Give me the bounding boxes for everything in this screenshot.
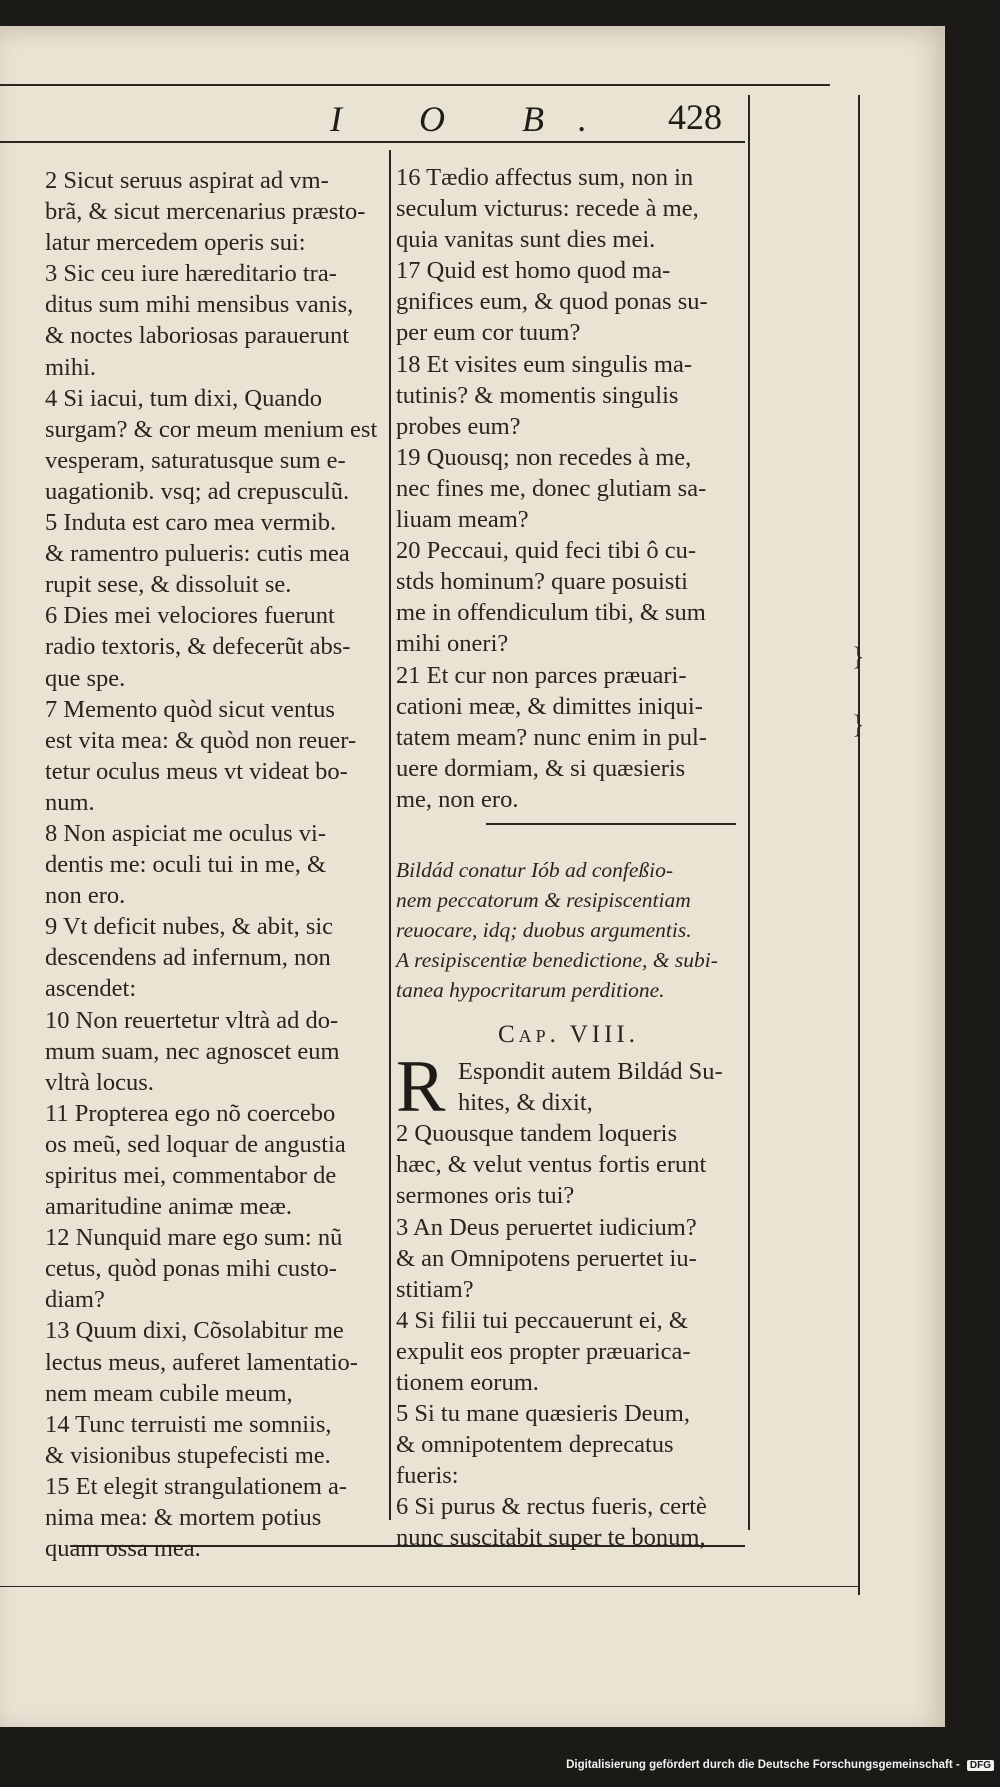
text-line: radio textoris, & defecerũt abs- bbox=[45, 633, 351, 661]
credit-text: Digitalisierung gefördert durch die Deutsche Forschungsgemeinschaft - bbox=[566, 1759, 960, 1771]
text-line: diam? bbox=[45, 1286, 105, 1314]
text-line: expulit eos propter præuarica- bbox=[396, 1337, 691, 1365]
text-line: 6 Si purus & rectus fueris, certè bbox=[396, 1493, 707, 1521]
text-line: num. bbox=[45, 788, 95, 816]
text-line: dentis me: oculi tui in me, & bbox=[45, 851, 327, 879]
text-line: & visionibus stupefecisti me. bbox=[45, 1441, 331, 1469]
text-line: 9 Vt deficit nubes, & abit, sic bbox=[45, 913, 334, 941]
text-line: me in offendiculum tibi, & sum bbox=[396, 599, 706, 627]
text-line: rupit sese, & dissoluit se. bbox=[45, 571, 292, 599]
chapter-heading: Cap. VIII. bbox=[497, 1020, 639, 1048]
text-line: cationi meæ, & dimittes iniqui- bbox=[396, 692, 703, 720]
text-line: ditus sum mihi mensibus vanis, bbox=[45, 291, 354, 319]
text-line: 13 Quum dixi, Cõsolabitur me bbox=[45, 1317, 344, 1345]
text-line: probes eum? bbox=[396, 412, 521, 440]
text-line: 3 An Deus peruertet iudicium? bbox=[396, 1213, 697, 1241]
column-divider bbox=[389, 150, 391, 1520]
text-line: & an Omnipotens peruertet iu- bbox=[396, 1244, 697, 1272]
summary-line: Bildád conatur Iób ad confeßio- bbox=[396, 857, 674, 882]
outer-right-rule bbox=[858, 95, 860, 1595]
text-line: amaritudine animæ meæ. bbox=[45, 1193, 292, 1221]
text-line: 3 Sic ceu iure hæreditario tra- bbox=[45, 260, 337, 288]
text-line: spiritus mei, commentabor de bbox=[45, 1162, 337, 1189]
text-line: 21 Et cur non parces præuari- bbox=[396, 661, 687, 689]
text-line: 10 Non reuertetur vltrà ad do- bbox=[45, 1006, 339, 1034]
text-line: quam ossa mea. bbox=[45, 1535, 201, 1563]
text-line: quia vanitas sunt dies mei. bbox=[396, 226, 656, 254]
text-line: 8 Non aspiciat me oculus vi- bbox=[45, 819, 327, 847]
digitization-credit bbox=[566, 1759, 994, 1771]
summary-line: reuocare, idq; duobus argumentis. bbox=[396, 917, 692, 942]
text-line: nem meam cubile meum, bbox=[45, 1379, 293, 1407]
text-line: stds hominum? quare posuisti bbox=[396, 568, 688, 596]
text-line: lectus meus, auferet lamentatio- bbox=[45, 1348, 358, 1376]
left-column bbox=[45, 165, 385, 1564]
margin-mark: } bbox=[852, 710, 865, 739]
text-line: 19 Quousq; non recedes à me, bbox=[396, 443, 692, 471]
right-border-rule bbox=[748, 95, 750, 1530]
text-line: surgam? & cor meum menium est bbox=[45, 415, 378, 443]
text-line: uagationib. vsq; ad crepusculũ. bbox=[45, 477, 350, 505]
text-line: tetur oculus meus vt videat bo- bbox=[45, 757, 348, 785]
text-line: gnifices eum, & quod ponas su- bbox=[396, 288, 708, 316]
text-line: nunc suscitabit super te bonum, bbox=[396, 1524, 706, 1552]
text-line: me, non ero. bbox=[396, 785, 519, 813]
text-line: 14 Tunc terruisti me somniis, bbox=[45, 1410, 332, 1438]
text-line: nima mea: & mortem potius bbox=[45, 1504, 322, 1532]
text-line: 18 Et visites eum singulis ma- bbox=[396, 350, 693, 378]
text-line: 5 Induta est caro mea vermib. bbox=[45, 509, 337, 537]
text-line: liuam meam? bbox=[396, 506, 529, 534]
text-line: 4 Si iacui, tum dixi, Quando bbox=[45, 384, 322, 412]
text-line: est vita mea: & quòd non reuer- bbox=[45, 726, 357, 754]
text-line: per eum cor tuum? bbox=[396, 319, 581, 347]
text-line: cetus, quòd ponas mihi custo- bbox=[45, 1255, 337, 1283]
text-line: tatem meam? nunc enim in pul- bbox=[396, 723, 707, 751]
text-line: que spe. bbox=[45, 664, 126, 692]
text-line: 11 Propterea ego nõ coercebo bbox=[45, 1099, 336, 1127]
text-line: tionem eorum. bbox=[396, 1369, 539, 1396]
summary-line: A resipiscentiæ benedictione, & subi- bbox=[396, 947, 718, 972]
text-line: 20 Peccaui, quid feci tibi ô cu- bbox=[396, 537, 697, 565]
text-line: hites, & dixit, bbox=[458, 1089, 593, 1117]
text-line: 12 Nunquid mare ego sum: nũ bbox=[45, 1224, 343, 1252]
text-line: 4 Si filii tui peccauerunt ei, & bbox=[396, 1306, 688, 1334]
text-line: vltrà locus. bbox=[45, 1068, 154, 1096]
dfg-logo: DFG bbox=[967, 1760, 994, 1771]
text-line: nec fines me, donec glutiam sa- bbox=[396, 474, 707, 502]
text-line: 17 Quid est homo quod ma- bbox=[396, 257, 671, 285]
text-line: Espondit autem Bildád Su- bbox=[458, 1058, 723, 1086]
text-line: vesperam, saturatusque sum e- bbox=[45, 446, 346, 474]
text-line: & noctes laboriosas parauerunt bbox=[45, 322, 350, 350]
bottom-outer-rule bbox=[0, 1586, 860, 1587]
text-line: 15 Et elegit strangulationem a- bbox=[45, 1472, 348, 1500]
header-top-rule bbox=[0, 84, 830, 86]
text-line: seculum victurus: recede à me, bbox=[396, 195, 699, 223]
text-line: latur mercedem operis sui: bbox=[45, 229, 306, 257]
summary-line: tanea hypocritarum perditione. bbox=[396, 977, 665, 1002]
header-bottom-rule bbox=[0, 141, 745, 143]
text-line: brã, & sicut mercenarius præsto- bbox=[45, 198, 366, 226]
margin-mark: } bbox=[852, 642, 865, 671]
text-line: & omnipotentem deprecatus bbox=[396, 1431, 674, 1459]
text-line: 2 Sicut seruus aspirat ad vm- bbox=[45, 167, 329, 194]
summary-line: nem peccatorum & resipiscentiam bbox=[396, 887, 691, 912]
chapter-opening bbox=[396, 1046, 741, 1129]
text-line: tutinis? & momentis singulis bbox=[396, 381, 679, 409]
text-line: fueris: bbox=[396, 1462, 459, 1490]
running-header bbox=[0, 70, 760, 140]
text-line: stitiam? bbox=[396, 1275, 474, 1303]
text-line: non ero. bbox=[45, 882, 126, 910]
text-line: mihi. bbox=[45, 353, 97, 381]
text-line: 6 Dies mei velociores fuerunt bbox=[45, 602, 335, 630]
text-line: 2 Quousque tandem loqueris bbox=[396, 1120, 678, 1148]
text-line: mum suam, nec agnoscet eum bbox=[45, 1037, 340, 1065]
text-line: hæc, & velut ventus fortis erunt bbox=[396, 1151, 707, 1179]
text-line: 7 Memento quòd sicut ventus bbox=[45, 695, 335, 723]
text-line: ascendet: bbox=[45, 975, 137, 1003]
running-title: I O B. bbox=[330, 99, 621, 139]
text-line: 5 Si tu mane quæsieris Deum, bbox=[396, 1400, 690, 1428]
page-number: 428 bbox=[668, 97, 722, 137]
drop-cap: R bbox=[396, 1046, 446, 1129]
chapter-summary bbox=[396, 855, 741, 1005]
text-line: descendens ad infernum, non bbox=[45, 944, 331, 972]
text-line: 16 Tædio affectus sum, non in bbox=[396, 164, 694, 191]
text-line: mihi oneri? bbox=[396, 630, 509, 658]
text-line: os meũ, sed loquar de angustia bbox=[45, 1130, 346, 1158]
right-column bbox=[396, 162, 741, 1554]
text-line: & ramentro pulueris: cutis mea bbox=[45, 540, 350, 568]
text-line: uere dormiam, & si quæsieris bbox=[396, 754, 686, 782]
text-line: sermones oris tui? bbox=[396, 1182, 575, 1210]
